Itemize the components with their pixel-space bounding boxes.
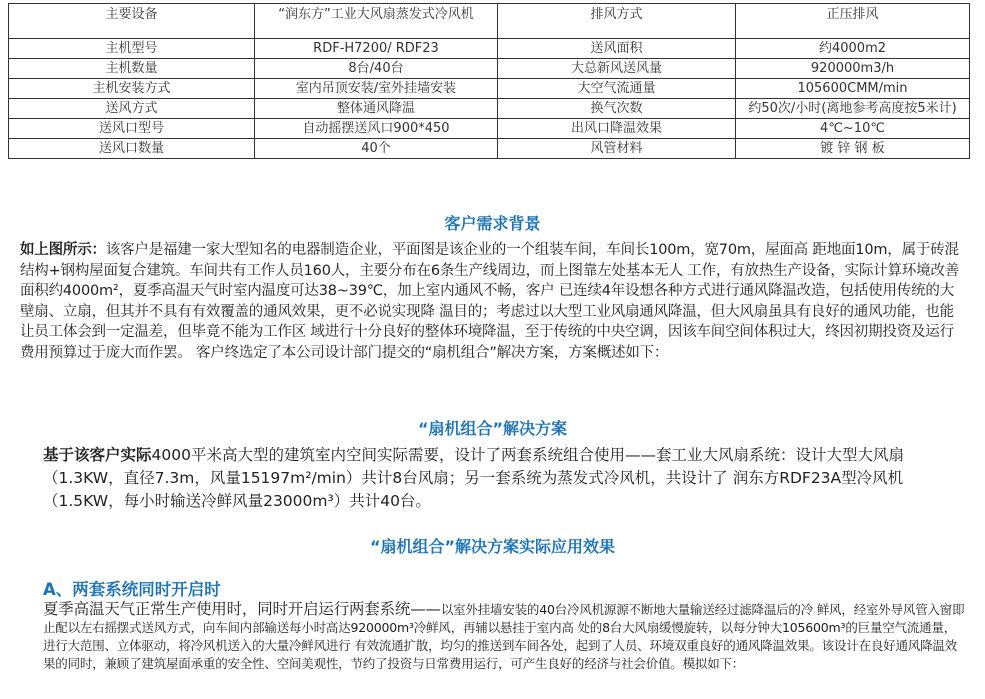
solution-lead: 基于该客户实际 (43, 446, 152, 464)
table-cell: 约4000m2 (736, 39, 970, 59)
table-row (9, 139, 970, 159)
solution-paragraph (43, 444, 948, 513)
table-cell: 镀 锌 钢 板 (736, 139, 970, 159)
section-a-text: 以室外挂墙安装的40台冷风机源源不断地大量输送经过滤降温后的冷 鲜风，经室外导风管入窗即止配以左右摇摆式送风方式，向车间内部输送每小时高达920000m³冷鲜风，再辅以悬挂于室内高 处的8台大风扇缓慢旋转，以每分钟大105600m³的巨量空气流通量，进行大范围、立体驱动，将冷风机送入的大量冷鲜风进行 有效流通扩散，均匀的推送到车间各处，起到了人员、环境双重良好的通风降温效果。该设计在良好通风降温效果的同时，兼顾了建筑屋面承重的安全性、空间美观性，节约了投资与日常费用运行，可产生良好的经济与社会价值。模拟如下： (43, 602, 965, 671)
solution-text: 4000平米高大型的建筑室内空间实际需要，设计了两套系统组合使用——套工业大风扇系统：设计大型大风扇（1.3KW，直径7.3m，风量15197m²/min）共计8台风扇；另一套系统为蒸发式冷风机，共设计了 润东方RDF23A型冷风机（1.5KW，每小时输送冷鲜风量23000m³）共计40台。 (43, 446, 904, 510)
background-lead: 如上图所示： (20, 242, 106, 258)
table-cell: 风管材料 (498, 139, 736, 159)
table-cell: 大空气流通量 (498, 79, 736, 99)
solution-heading: “扇机组合”解决方案 (417, 419, 568, 438)
table-cell: RDF-H7200/ RDF23 (255, 39, 498, 59)
table-row (9, 39, 970, 59)
table-cell: 8台/40台 (255, 59, 498, 79)
table-cell: 大总新风送风量 (498, 59, 736, 79)
table-cell: 约50次/小时(离地参考高度按5米计) (736, 99, 970, 119)
table-cell: 主机安装方式 (9, 79, 255, 99)
background-paragraph (20, 240, 965, 363)
table-cell: 送风口型号 (9, 119, 255, 139)
equipment-spec-table (8, 3, 970, 159)
table-cell: 送风方式 (9, 99, 255, 119)
section-a-heading: A、两套系统同时开启时 (43, 580, 221, 599)
background-text: 该客户是福建一家大型知名的电器制造企业，平面图是该企业的一个组装车间，车间长100m，宽70m，屋面高 距地面10m，属于砖混结构+钢构屋面复合建筑。车间共有工作人员160人，主要分布在6条生产线周边，而上图靠左处基本无人 工作，有放热生产设备，实际计算环境改善面积约4000m²，夏季高温天气时室内温度可达38~39℃，加上室内通风不畅，客户 已连续4年设想各种方式进行通风降温改造，包括使用传统的大壁扇、立扇，但其并不具有有效覆盖的通风效果，更不必说实现降 温目的；考虑过以大型工业风扇通风降温，但大风扇虽具有良好的通风功能，也能让员工体会到一定温差，但毕竟不能为工作区 域进行十分良好的整体环境降温，至于传统的中央空调，因该车间空间体积过大，终因初期投资及运行费用预算过于庞大而作罢。 客户终选定了本公司设计部门提交的“扇机组合”解决方案，方案概述如下： (20, 242, 960, 361)
table-cell: 主机数量 (9, 59, 255, 79)
table-row (9, 99, 970, 119)
table-cell: 主要设备 (9, 4, 255, 39)
background-heading: 客户需求背景 (444, 214, 541, 233)
effect-heading: “扇机组合”解决方案实际应用效果 (369, 537, 616, 556)
table-cell: 105600CMM/min (736, 79, 970, 99)
table-cell: 4℃~10℃ (736, 119, 970, 139)
table-cell: 自动摇摆送风口900*450 (255, 119, 498, 139)
table-cell: 40个 (255, 139, 498, 159)
table-row (9, 59, 970, 79)
table-row (9, 79, 970, 99)
table-cell: 主机型号 (9, 39, 255, 59)
table-cell: 送风口数量 (9, 139, 255, 159)
section-a-paragraph (43, 600, 965, 673)
table-row (9, 119, 970, 139)
table-cell: 920000m3/h (736, 59, 970, 79)
table-cell: 排风方式 (498, 4, 736, 39)
table-cell: 室内吊顶安装/室外挂墙安装 (255, 79, 498, 99)
table-cell: 整体通风降温 (255, 99, 498, 119)
table-cell: 送风面积 (498, 39, 736, 59)
table-cell: “润东方”工业大风扇蒸发式冷风机 (255, 4, 498, 39)
table-cell: 换气次数 (498, 99, 736, 119)
table-row (9, 4, 970, 39)
table-cell: 正压排风 (736, 4, 970, 39)
table-cell: 出风口降温效果 (498, 119, 736, 139)
section-a-lead: 夏季高温天气正常生产使用时，同时开启运行两套系统—— (43, 600, 441, 618)
